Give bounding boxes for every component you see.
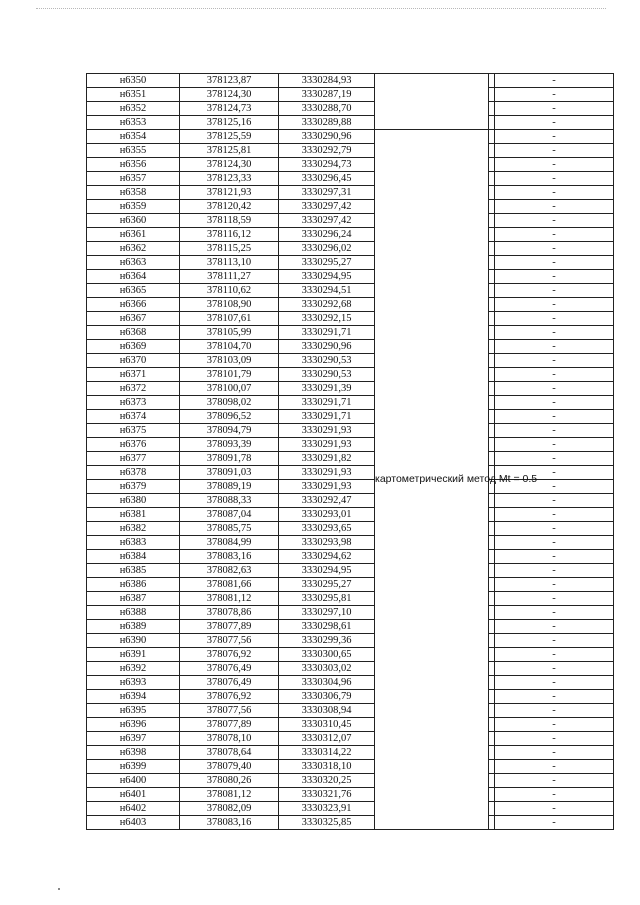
accuracy-cell: - (495, 116, 614, 130)
y-coordinate-cell: 3330295,81 (279, 592, 375, 606)
point-name-cell: н6371 (87, 368, 180, 382)
point-name-cell: н6385 (87, 564, 180, 578)
point-name-cell: н6352 (87, 102, 180, 116)
table-row (87, 564, 614, 578)
table-row (87, 256, 614, 270)
point-name-cell: н6376 (87, 438, 180, 452)
point-name-cell: н6370 (87, 354, 180, 368)
point-name-cell: н6403 (87, 816, 180, 830)
table-row (87, 186, 614, 200)
accuracy-cell: - (495, 284, 614, 298)
x-coordinate-cell: 378108,90 (180, 298, 279, 312)
table-row (87, 144, 614, 158)
x-coordinate-cell: 378077,56 (180, 634, 279, 648)
y-coordinate-cell: 3330297,31 (279, 186, 375, 200)
x-coordinate-cell: 378081,12 (180, 788, 279, 802)
accuracy-cell: - (495, 802, 614, 816)
x-coordinate-cell: 378091,78 (180, 452, 279, 466)
accuracy-cell: - (495, 298, 614, 312)
point-name-cell: н6381 (87, 508, 180, 522)
y-coordinate-cell: 3330292,68 (279, 298, 375, 312)
y-coordinate-cell: 3330297,42 (279, 214, 375, 228)
y-coordinate-cell: 3330295,27 (279, 256, 375, 270)
y-coordinate-cell: 3330292,15 (279, 312, 375, 326)
table-row (87, 760, 614, 774)
table-row (87, 424, 614, 438)
x-coordinate-cell: 378115,25 (180, 242, 279, 256)
y-coordinate-cell: 3330296,24 (279, 228, 375, 242)
accuracy-cell: - (495, 648, 614, 662)
y-coordinate-cell: 3330287,19 (279, 88, 375, 102)
x-coordinate-cell: 378103,09 (180, 354, 279, 368)
accuracy-cell: - (495, 578, 614, 592)
accuracy-cell: - (495, 466, 614, 480)
y-coordinate-cell: 3330294,73 (279, 158, 375, 172)
x-coordinate-cell: 378076,92 (180, 690, 279, 704)
y-coordinate-cell: 3330284,93 (279, 74, 375, 88)
table-row (87, 704, 614, 718)
y-coordinate-cell: 3330296,45 (279, 172, 375, 186)
accuracy-cell: - (495, 816, 614, 830)
accuracy-cell: - (495, 88, 614, 102)
x-coordinate-cell: 378125,59 (180, 130, 279, 144)
table-row (87, 172, 614, 186)
accuracy-cell: - (495, 606, 614, 620)
y-coordinate-cell: 3330297,10 (279, 606, 375, 620)
point-name-cell: н6356 (87, 158, 180, 172)
table-row (87, 662, 614, 676)
accuracy-cell: - (495, 480, 614, 494)
x-coordinate-cell: 378077,89 (180, 718, 279, 732)
table-row (87, 382, 614, 396)
accuracy-cell: - (495, 452, 614, 466)
accuracy-cell: - (495, 662, 614, 676)
table-row (87, 312, 614, 326)
x-coordinate-cell: 378121,93 (180, 186, 279, 200)
y-coordinate-cell: 3330293,01 (279, 508, 375, 522)
x-coordinate-cell: 378125,16 (180, 116, 279, 130)
method-cell: картометрический метод Mt = 0.5 (375, 130, 489, 830)
point-name-cell: н6402 (87, 802, 180, 816)
point-name-cell: н6369 (87, 340, 180, 354)
x-coordinate-cell: 378125,81 (180, 144, 279, 158)
accuracy-cell: - (495, 382, 614, 396)
point-name-cell: н6372 (87, 382, 180, 396)
x-coordinate-cell: 378116,12 (180, 228, 279, 242)
y-coordinate-cell: 3330291,93 (279, 480, 375, 494)
scan-header-artifact (36, 8, 606, 15)
accuracy-cell: - (495, 592, 614, 606)
accuracy-cell: - (495, 564, 614, 578)
x-coordinate-cell: 378124,30 (180, 158, 279, 172)
table-row (87, 298, 614, 312)
point-name-cell: н6355 (87, 144, 180, 158)
y-coordinate-cell: 3330321,76 (279, 788, 375, 802)
point-name-cell: н6360 (87, 214, 180, 228)
x-coordinate-cell: 378093,39 (180, 438, 279, 452)
accuracy-cell: - (495, 242, 614, 256)
y-coordinate-cell: 3330320,25 (279, 774, 375, 788)
y-coordinate-cell: 3330291,93 (279, 424, 375, 438)
point-name-cell: н6394 (87, 690, 180, 704)
y-coordinate-cell: 3330291,39 (279, 382, 375, 396)
x-coordinate-cell: 378123,87 (180, 74, 279, 88)
point-name-cell: н6365 (87, 284, 180, 298)
point-name-cell: н6390 (87, 634, 180, 648)
y-coordinate-cell: 3330288,70 (279, 102, 375, 116)
accuracy-cell: - (495, 522, 614, 536)
x-coordinate-cell: 378118,59 (180, 214, 279, 228)
table-row (87, 396, 614, 410)
coordinates-table (86, 73, 614, 830)
table-row (87, 774, 614, 788)
x-coordinate-cell: 378078,64 (180, 746, 279, 760)
accuracy-cell: - (495, 438, 614, 452)
x-coordinate-cell: 378113,10 (180, 256, 279, 270)
table-row (87, 410, 614, 424)
method-cell-empty (375, 74, 489, 130)
accuracy-cell: - (495, 424, 614, 438)
accuracy-cell: - (495, 102, 614, 116)
table-row (87, 606, 614, 620)
table-row (87, 452, 614, 466)
point-name-cell: н6398 (87, 746, 180, 760)
y-coordinate-cell: 3330291,71 (279, 326, 375, 340)
accuracy-cell: - (495, 326, 614, 340)
table-row (87, 494, 614, 508)
point-name-cell: н6357 (87, 172, 180, 186)
accuracy-cell: - (495, 746, 614, 760)
accuracy-cell: - (495, 158, 614, 172)
point-name-cell: н6395 (87, 704, 180, 718)
point-name-cell: н6387 (87, 592, 180, 606)
table-row (87, 522, 614, 536)
y-coordinate-cell: 3330294,62 (279, 550, 375, 564)
y-coordinate-cell: 3330290,96 (279, 130, 375, 144)
y-coordinate-cell: 3330291,93 (279, 438, 375, 452)
point-name-cell: н6359 (87, 200, 180, 214)
y-coordinate-cell: 3330299,36 (279, 634, 375, 648)
table-row (87, 200, 614, 214)
y-coordinate-cell: 3330291,93 (279, 466, 375, 480)
y-coordinate-cell: 3330303,02 (279, 662, 375, 676)
y-coordinate-cell: 3330294,95 (279, 270, 375, 284)
y-coordinate-cell: 3330304,96 (279, 676, 375, 690)
point-name-cell: н6362 (87, 242, 180, 256)
y-coordinate-cell: 3330291,82 (279, 452, 375, 466)
accuracy-cell: - (495, 718, 614, 732)
x-coordinate-cell: 378078,86 (180, 606, 279, 620)
x-coordinate-cell: 378083,16 (180, 816, 279, 830)
y-coordinate-cell: 3330293,98 (279, 536, 375, 550)
x-coordinate-cell: 378094,79 (180, 424, 279, 438)
point-name-cell: н6386 (87, 578, 180, 592)
x-coordinate-cell: 378084,99 (180, 536, 279, 550)
point-name-cell: н6378 (87, 466, 180, 480)
y-coordinate-cell: 3330325,85 (279, 816, 375, 830)
accuracy-cell: - (495, 228, 614, 242)
y-coordinate-cell: 3330290,53 (279, 354, 375, 368)
accuracy-cell: - (495, 732, 614, 746)
y-coordinate-cell: 3330306,79 (279, 690, 375, 704)
accuracy-cell: - (495, 410, 614, 424)
table-row (87, 354, 614, 368)
table-row (87, 88, 614, 102)
x-coordinate-cell: 378105,99 (180, 326, 279, 340)
y-coordinate-cell: 3330296,02 (279, 242, 375, 256)
coordinates-table-body (87, 74, 614, 830)
x-coordinate-cell: 378120,42 (180, 200, 279, 214)
point-name-cell: н6400 (87, 774, 180, 788)
accuracy-cell: - (495, 270, 614, 284)
point-name-cell: н6391 (87, 648, 180, 662)
y-coordinate-cell: 3330318,10 (279, 760, 375, 774)
accuracy-cell: - (495, 74, 614, 88)
table-row (87, 676, 614, 690)
table-row (87, 592, 614, 606)
accuracy-cell: - (495, 508, 614, 522)
accuracy-cell: - (495, 690, 614, 704)
table-row (87, 690, 614, 704)
table-row (87, 536, 614, 550)
accuracy-cell: - (495, 368, 614, 382)
x-coordinate-cell: 378089,19 (180, 480, 279, 494)
table-row (87, 158, 614, 172)
x-coordinate-cell: 378083,16 (180, 550, 279, 564)
x-coordinate-cell: 378110,62 (180, 284, 279, 298)
accuracy-cell: - (495, 186, 614, 200)
table-row (87, 102, 614, 116)
accuracy-cell: - (495, 774, 614, 788)
x-coordinate-cell: 378124,73 (180, 102, 279, 116)
table-row (87, 802, 614, 816)
point-name-cell: н6354 (87, 130, 180, 144)
y-coordinate-cell: 3330300,65 (279, 648, 375, 662)
scan-dot-artifact (58, 888, 60, 890)
point-name-cell: н6401 (87, 788, 180, 802)
x-coordinate-cell: 378087,04 (180, 508, 279, 522)
accuracy-cell: - (495, 494, 614, 508)
accuracy-cell: - (495, 620, 614, 634)
y-coordinate-cell: 3330323,91 (279, 802, 375, 816)
y-coordinate-cell: 3330297,42 (279, 200, 375, 214)
x-coordinate-cell: 378081,12 (180, 592, 279, 606)
table-row (87, 438, 614, 452)
point-name-cell: н6374 (87, 410, 180, 424)
point-name-cell: н6373 (87, 396, 180, 410)
table-row (87, 578, 614, 592)
y-coordinate-cell: 3330289,88 (279, 116, 375, 130)
table-row (87, 270, 614, 284)
point-name-cell: н6358 (87, 186, 180, 200)
x-coordinate-cell: 378085,75 (180, 522, 279, 536)
x-coordinate-cell: 378080,26 (180, 774, 279, 788)
point-name-cell: н6363 (87, 256, 180, 270)
point-name-cell: н6377 (87, 452, 180, 466)
table-row (87, 816, 614, 830)
point-name-cell: н6368 (87, 326, 180, 340)
accuracy-cell: - (495, 704, 614, 718)
x-coordinate-cell: 378088,33 (180, 494, 279, 508)
y-coordinate-cell: 3330310,45 (279, 718, 375, 732)
x-coordinate-cell: 378082,63 (180, 564, 279, 578)
y-coordinate-cell: 3330290,53 (279, 368, 375, 382)
point-name-cell: н6388 (87, 606, 180, 620)
table-row (87, 228, 614, 242)
x-coordinate-cell: 378077,89 (180, 620, 279, 634)
accuracy-cell: - (495, 200, 614, 214)
table-row (87, 242, 614, 256)
accuracy-cell: - (495, 340, 614, 354)
table-row (87, 732, 614, 746)
accuracy-cell: - (495, 788, 614, 802)
point-name-cell: н6379 (87, 480, 180, 494)
accuracy-cell: - (495, 312, 614, 326)
point-name-cell: н6361 (87, 228, 180, 242)
point-name-cell: н6392 (87, 662, 180, 676)
point-name-cell: н6380 (87, 494, 180, 508)
y-coordinate-cell: 3330292,47 (279, 494, 375, 508)
table-row (87, 340, 614, 354)
x-coordinate-cell: 378076,49 (180, 662, 279, 676)
y-coordinate-cell: 3330291,71 (279, 410, 375, 424)
x-coordinate-cell: 378081,66 (180, 578, 279, 592)
y-coordinate-cell: 3330291,71 (279, 396, 375, 410)
table-row (87, 74, 614, 88)
table-row (87, 648, 614, 662)
x-coordinate-cell: 378104,70 (180, 340, 279, 354)
y-coordinate-cell: 3330294,95 (279, 564, 375, 578)
table-row (87, 284, 614, 298)
x-coordinate-cell: 378107,61 (180, 312, 279, 326)
point-name-cell: н6396 (87, 718, 180, 732)
point-name-cell: н6389 (87, 620, 180, 634)
x-coordinate-cell: 378082,09 (180, 802, 279, 816)
y-coordinate-cell: 3330292,79 (279, 144, 375, 158)
x-coordinate-cell: 378124,30 (180, 88, 279, 102)
accuracy-cell: - (495, 256, 614, 270)
table-row (87, 634, 614, 648)
table-row (87, 718, 614, 732)
accuracy-cell: - (495, 354, 614, 368)
table-row (87, 326, 614, 340)
x-coordinate-cell: 378096,52 (180, 410, 279, 424)
accuracy-cell: - (495, 396, 614, 410)
accuracy-cell: - (495, 130, 614, 144)
accuracy-cell: - (495, 214, 614, 228)
point-name-cell: н6366 (87, 298, 180, 312)
point-name-cell: н6364 (87, 270, 180, 284)
x-coordinate-cell: 378123,33 (180, 172, 279, 186)
point-name-cell: н6375 (87, 424, 180, 438)
accuracy-cell: - (495, 634, 614, 648)
point-name-cell: н6350 (87, 74, 180, 88)
point-name-cell: н6353 (87, 116, 180, 130)
table-row (87, 116, 614, 130)
table-row (87, 746, 614, 760)
point-name-cell: н6397 (87, 732, 180, 746)
x-coordinate-cell: 378111,27 (180, 270, 279, 284)
accuracy-cell: - (495, 144, 614, 158)
accuracy-cell: - (495, 536, 614, 550)
x-coordinate-cell: 378076,49 (180, 676, 279, 690)
point-name-cell: н6367 (87, 312, 180, 326)
point-name-cell: н6382 (87, 522, 180, 536)
x-coordinate-cell: 378091,03 (180, 466, 279, 480)
table-row (87, 788, 614, 802)
table-row (87, 620, 614, 634)
x-coordinate-cell: 378100,07 (180, 382, 279, 396)
point-name-cell: н6393 (87, 676, 180, 690)
table-row (87, 214, 614, 228)
y-coordinate-cell: 3330298,61 (279, 620, 375, 634)
table-row (87, 368, 614, 382)
point-name-cell: н6384 (87, 550, 180, 564)
x-coordinate-cell: 378079,40 (180, 760, 279, 774)
x-coordinate-cell: 378077,56 (180, 704, 279, 718)
table-row (87, 130, 614, 144)
y-coordinate-cell: 3330308,94 (279, 704, 375, 718)
table-row (87, 550, 614, 564)
x-coordinate-cell: 378078,10 (180, 732, 279, 746)
y-coordinate-cell: 3330295,27 (279, 578, 375, 592)
x-coordinate-cell: 378098,02 (180, 396, 279, 410)
table-row (87, 508, 614, 522)
point-name-cell: н6399 (87, 760, 180, 774)
y-coordinate-cell: 3330294,51 (279, 284, 375, 298)
point-name-cell: н6383 (87, 536, 180, 550)
accuracy-cell: - (495, 676, 614, 690)
x-coordinate-cell: 378076,92 (180, 648, 279, 662)
x-coordinate-cell: 378101,79 (180, 368, 279, 382)
point-name-cell: н6351 (87, 88, 180, 102)
accuracy-cell: - (495, 172, 614, 186)
accuracy-cell: - (495, 760, 614, 774)
accuracy-cell: - (495, 550, 614, 564)
y-coordinate-cell: 3330312,07 (279, 732, 375, 746)
y-coordinate-cell: 3330293,65 (279, 522, 375, 536)
y-coordinate-cell: 3330314,22 (279, 746, 375, 760)
y-coordinate-cell: 3330290,96 (279, 340, 375, 354)
